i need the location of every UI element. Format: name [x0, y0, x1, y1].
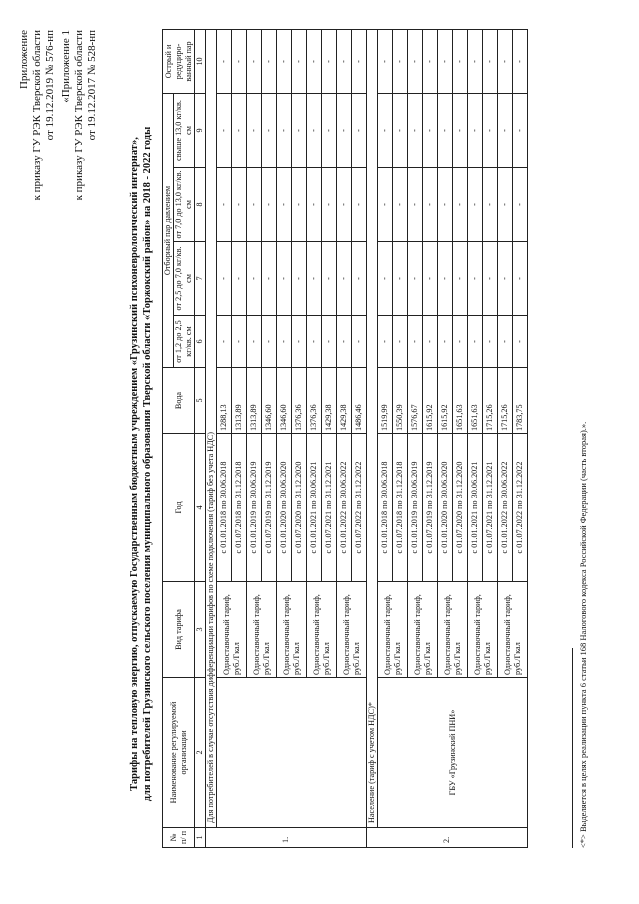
period: с 01.07.2022 по 31.12.2022 — [513, 434, 528, 582]
water-tariff: 1715,26 — [498, 368, 513, 434]
empty-value-dash: - — [292, 168, 307, 242]
period: с 01.07.2021 по 31.12.2021 — [483, 434, 498, 582]
empty-value-dash: - — [498, 242, 513, 316]
empty-value-dash: - — [217, 168, 232, 242]
col-number: 1 — [195, 828, 206, 848]
water-tariff: 1715,26 — [483, 368, 498, 434]
empty-value-dash: - — [247, 242, 262, 316]
water-tariff: 1615,92 — [423, 368, 438, 434]
period: с 01.07.2018 по 31.12.2018 — [393, 434, 408, 582]
empty-value-dash: - — [322, 242, 337, 316]
water-tariff: 1288,13 — [217, 368, 232, 434]
empty-value-dash: - — [337, 93, 352, 167]
empty-value-dash: - — [483, 29, 498, 93]
tariff-type: Одноставочный тариф, руб./Гкал — [307, 582, 337, 678]
water-tariff: 1783,75 — [513, 368, 528, 434]
empty-value-dash: - — [393, 168, 408, 242]
empty-value-dash: - — [352, 168, 367, 242]
empty-value-dash: - — [322, 168, 337, 242]
header-line: Приложение — [18, 30, 30, 90]
empty-value-dash: - — [378, 29, 393, 93]
empty-value-dash: - — [423, 316, 438, 368]
empty-value-dash: - — [438, 93, 453, 167]
col-header-pressure-2: от 2,5 до 7,0 кг/кв. см — [174, 242, 195, 316]
empty-value-dash: - — [408, 93, 423, 167]
period: с 01.01.2018 по 30.06.2018 — [217, 434, 232, 582]
empty-value-dash: - — [483, 168, 498, 242]
period: с 01.01.2022 по 30.06.2022 — [337, 434, 352, 582]
empty-value-dash: - — [277, 168, 292, 242]
period: с 01.01.2019 по 30.06.2019 — [247, 434, 262, 582]
period: с 01.07.2021 по 31.12.2021 — [322, 434, 337, 582]
water-tariff: 1486,46 — [352, 368, 367, 434]
empty-value-dash: - — [393, 93, 408, 167]
empty-value-dash: - — [352, 316, 367, 368]
water-tariff: 1313,89 — [247, 368, 262, 434]
empty-value-dash: - — [498, 29, 513, 93]
empty-value-dash: - — [483, 242, 498, 316]
tariff-type: Одноставочный тариф, руб./Гкал — [247, 582, 277, 678]
empty-value-dash: - — [217, 242, 232, 316]
empty-value-dash: - — [247, 29, 262, 93]
empty-value-dash: - — [423, 93, 438, 167]
footnote: <*> Выделяется в целях реализации пункта 6 статьи 168 Налогового кодекса Российской Федерации (часть вторая).». — [578, 421, 588, 848]
empty-value-dash: - — [483, 316, 498, 368]
empty-value-dash: - — [277, 316, 292, 368]
empty-value-dash: - — [408, 316, 423, 368]
empty-value-dash: - — [498, 168, 513, 242]
header-line: от 19.12.2019 № 576-нп — [44, 30, 56, 141]
title-line: Тарифы на тепловую энергию, отпускаемую Государственным бюджетным учреждением «Грузинский психоневрологический интернат», — [129, 137, 140, 791]
empty-value-dash: - — [423, 168, 438, 242]
empty-value-dash: - — [438, 168, 453, 242]
empty-value-dash: - — [453, 168, 468, 242]
empty-value-dash: - — [438, 29, 453, 93]
empty-value-dash: - — [307, 29, 322, 93]
empty-value-dash: - — [378, 242, 393, 316]
period: с 01.01.2020 по 30.06.2020 — [277, 434, 292, 582]
col-number: 3 — [195, 582, 206, 678]
section-caption: Для потребителей в случае отсутствия дифференциации тарифов по схеме подключения (тариф без учета НДС) — [206, 29, 217, 827]
empty-value-dash: - — [307, 168, 322, 242]
tariff-type: Одноставочный тариф, руб./Гкал — [408, 582, 438, 678]
appendix-header-top — [18, 30, 57, 200]
tariff-type: Одноставочный тариф, руб./Гкал — [378, 582, 408, 678]
period: с 01.01.2019 по 30.06.2019 — [408, 434, 423, 582]
col-number: 4 — [195, 434, 206, 582]
water-tariff: 1376,36 — [292, 368, 307, 434]
col-header-org: Наименование регулируемой организации — [163, 678, 195, 828]
col-header-steam-group: Отборный пар давлением — [163, 93, 174, 367]
empty-value-dash: - — [468, 316, 483, 368]
column-number-row — [195, 29, 206, 847]
empty-value-dash: - — [498, 93, 513, 167]
empty-value-dash: - — [262, 242, 277, 316]
period: с 01.07.2019 по 31.12.2019 — [262, 434, 277, 582]
period: с 01.07.2022 по 31.12.2022 — [352, 434, 367, 582]
empty-value-dash: - — [217, 93, 232, 167]
section-caption: Население (тариф с учетом НДС)* — [367, 29, 378, 827]
period: с 01.01.2021 по 30.06.2021 — [307, 434, 322, 582]
period: с 01.07.2020 по 31.12.2020 — [453, 434, 468, 582]
empty-value-dash: - — [322, 93, 337, 167]
tariff-type: Одноставочный тариф, руб./Гкал — [217, 582, 247, 678]
empty-value-dash: - — [513, 242, 528, 316]
empty-value-dash: - — [247, 168, 262, 242]
empty-value-dash: - — [262, 316, 277, 368]
water-tariff: 1651,63 — [453, 368, 468, 434]
empty-value-dash: - — [468, 29, 483, 93]
table-row — [217, 29, 232, 847]
empty-value-dash: - — [453, 93, 468, 167]
empty-value-dash: - — [232, 316, 247, 368]
water-tariff: 1429,38 — [337, 368, 352, 434]
empty-value-dash: - — [262, 168, 277, 242]
col-header-tariff-type: Вид тарифа — [163, 582, 195, 678]
empty-value-dash: - — [408, 242, 423, 316]
period: с 01.01.2018 по 30.06.2018 — [378, 434, 393, 582]
empty-value-dash: - — [307, 242, 322, 316]
empty-value-dash: - — [498, 316, 513, 368]
empty-value-dash: - — [232, 242, 247, 316]
empty-value-dash: - — [438, 242, 453, 316]
empty-value-dash: - — [378, 168, 393, 242]
water-tariff: 1576,67 — [408, 368, 423, 434]
empty-value-dash: - — [438, 316, 453, 368]
empty-value-dash: - — [292, 29, 307, 93]
period: с 01.01.2020 по 30.06.2020 — [438, 434, 453, 582]
table-row — [378, 29, 393, 847]
empty-value-dash: - — [408, 168, 423, 242]
water-tariff: 1651,63 — [468, 368, 483, 434]
empty-value-dash: - — [378, 316, 393, 368]
organization-name: ГБУ «Грузинский ПНИ» — [378, 678, 528, 828]
period: с 01.07.2019 по 31.12.2019 — [423, 434, 438, 582]
col-number: 10 — [195, 29, 206, 93]
empty-value-dash: - — [393, 316, 408, 368]
col-header-water: Вода — [163, 368, 195, 434]
empty-value-dash: - — [322, 316, 337, 368]
water-tariff: 1346,60 — [262, 368, 277, 434]
period: с 01.01.2022 по 30.06.2022 — [498, 434, 513, 582]
empty-value-dash: - — [247, 93, 262, 167]
document-title — [128, 94, 154, 834]
empty-value-dash: - — [322, 29, 337, 93]
header-line: к приказу ГУ РЭК Тверской области — [31, 30, 43, 201]
empty-value-dash: - — [307, 93, 322, 167]
empty-value-dash: - — [453, 29, 468, 93]
empty-value-dash: - — [277, 93, 292, 167]
empty-value-dash: - — [468, 168, 483, 242]
empty-value-dash: - — [352, 242, 367, 316]
empty-value-dash: - — [307, 316, 322, 368]
empty-value-dash: - — [513, 316, 528, 368]
water-tariff: 1346,60 — [277, 368, 292, 434]
empty-value-dash: - — [337, 29, 352, 93]
tariff-type: Одноставочный тариф, руб./Гкал — [277, 582, 307, 678]
empty-value-dash: - — [292, 316, 307, 368]
empty-value-dash: - — [337, 316, 352, 368]
empty-value-dash: - — [262, 29, 277, 93]
appendix-header-bottom — [60, 30, 99, 200]
tariff-type: Одноставочный тариф, руб./Гкал — [468, 582, 498, 678]
tariff-type: Одноставочный тариф, руб./Гкал — [438, 582, 468, 678]
period: с 01.01.2021 по 30.06.2021 — [468, 434, 483, 582]
empty-value-dash: - — [352, 93, 367, 167]
tariff-type: Одноставочный тариф, руб./Гкал — [337, 582, 367, 678]
empty-value-dash: - — [393, 29, 408, 93]
tariff-table — [162, 29, 528, 848]
organization-name — [217, 678, 367, 828]
header-line: к приказу ГУ РЭК Тверской области — [73, 30, 85, 201]
title-line: для потребителей Грузинского сельского поселения муниципального образования Тверской области «Торжокский район» на 2018 - 2022 годы — [142, 126, 153, 802]
empty-value-dash: - — [217, 29, 232, 93]
header-line: «Приложение 1 — [60, 30, 72, 103]
empty-value-dash: - — [393, 242, 408, 316]
empty-value-dash: - — [217, 316, 232, 368]
water-tariff: 1519,99 — [378, 368, 393, 434]
empty-value-dash: - — [262, 93, 277, 167]
col-header-year: Год — [163, 434, 195, 582]
empty-value-dash: - — [378, 93, 393, 167]
period: с 01.07.2018 по 31.12.2018 — [232, 434, 247, 582]
empty-value-dash: - — [453, 316, 468, 368]
footnote-separator — [572, 648, 573, 848]
col-number: 6 — [195, 316, 206, 368]
empty-value-dash: - — [513, 29, 528, 93]
empty-value-dash: - — [337, 242, 352, 316]
empty-value-dash: - — [408, 29, 423, 93]
col-header-pressure-4: свыше 13,0 кг/кв. см — [174, 93, 195, 167]
empty-value-dash: - — [513, 93, 528, 167]
col-number: 9 — [195, 93, 206, 167]
empty-value-dash: - — [423, 29, 438, 93]
section-number: 1. — [206, 828, 367, 848]
empty-value-dash: - — [232, 168, 247, 242]
header-line: от 19.12.2017 № 528-нп — [86, 30, 98, 141]
col-number: 7 — [195, 242, 206, 316]
col-header-pressure-3: от 7,0 до 13,0 кг/кв. см — [174, 168, 195, 242]
empty-value-dash: - — [513, 168, 528, 242]
empty-value-dash: - — [453, 242, 468, 316]
col-number: 5 — [195, 368, 206, 434]
col-header-pressure-1: от 1,2 до 2,5 кг/кв. см — [174, 316, 195, 368]
water-tariff: 1376,36 — [307, 368, 322, 434]
section-caption-row — [367, 29, 378, 847]
empty-value-dash: - — [292, 93, 307, 167]
section-caption-row — [206, 29, 217, 847]
col-number: 8 — [195, 168, 206, 242]
empty-value-dash: - — [232, 29, 247, 93]
empty-value-dash: - — [277, 29, 292, 93]
water-tariff: 1615,92 — [438, 368, 453, 434]
col-header-sharp-steam: Острый и редуциро-ванный пар — [163, 29, 195, 93]
empty-value-dash: - — [483, 93, 498, 167]
empty-value-dash: - — [468, 93, 483, 167]
water-tariff: 1313,89 — [232, 368, 247, 434]
empty-value-dash: - — [277, 242, 292, 316]
period: с 01.07.2020 по 31.12.2020 — [292, 434, 307, 582]
empty-value-dash: - — [352, 29, 367, 93]
water-tariff: 1550,39 — [393, 368, 408, 434]
tariff-type: Одноставочный тариф, руб./Гкал — [498, 582, 528, 678]
water-tariff: 1429,38 — [322, 368, 337, 434]
empty-value-dash: - — [337, 168, 352, 242]
empty-value-dash: - — [292, 242, 307, 316]
empty-value-dash: - — [468, 242, 483, 316]
col-number: 2 — [195, 678, 206, 828]
section-number: 2. — [367, 828, 528, 848]
empty-value-dash: - — [232, 93, 247, 167]
empty-value-dash: - — [247, 316, 262, 368]
empty-value-dash: - — [423, 242, 438, 316]
col-header-no: № п/ п — [163, 828, 195, 848]
